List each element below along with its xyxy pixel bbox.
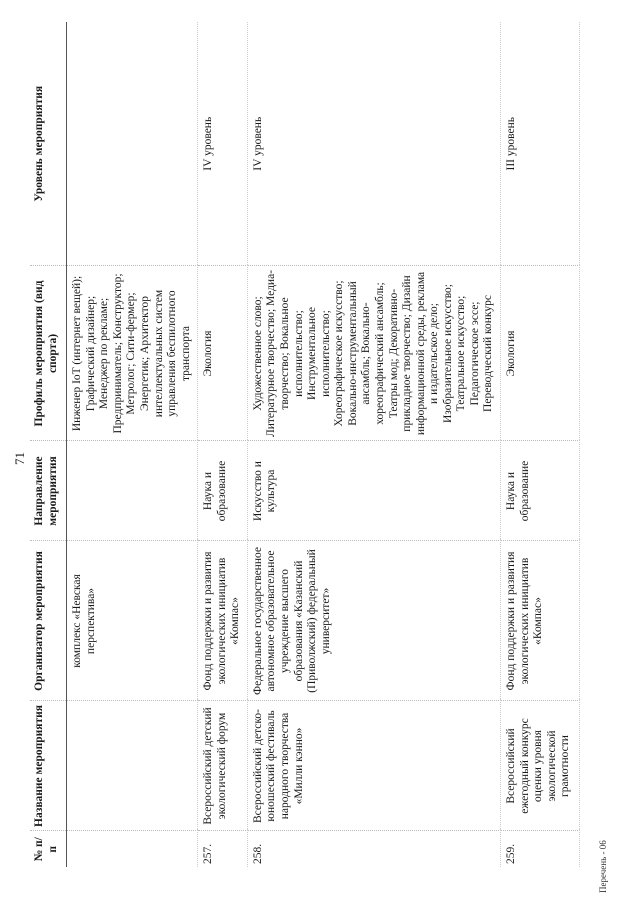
cell-direction: Наука и образование xyxy=(198,441,248,541)
header-organizer: Организатор мероприятия xyxy=(30,541,67,701)
cell-profile: Инженер IoT (интернет вещей); Графический дизайнер; Менеджер по рекламе; Предприниматель; Конструктор; Метролог; Сити-фермер; Энергетик; Архитектор интеллектуальных систем управления беспилотного транспорта xyxy=(67,266,198,441)
table-row xyxy=(198,22,248,867)
cell-num: 258. xyxy=(247,831,500,867)
header-profile: Профиль мероприятия (вид спорта) xyxy=(30,266,67,441)
header-direction: Направление мероприятия xyxy=(30,441,67,541)
cell-direction xyxy=(67,441,198,541)
cell-direction: Наука и образование xyxy=(501,441,580,541)
cell-level: III уровень xyxy=(501,22,580,266)
table-row xyxy=(247,22,500,867)
table-row xyxy=(67,22,198,867)
cell-direction: Искусство и культура xyxy=(247,441,500,541)
cell-profile: Экология xyxy=(501,266,580,441)
page-number: 71 xyxy=(12,452,27,465)
cell-name: Всероссийский ежегодный конкурс оценки уровня экологической грамотности xyxy=(501,701,580,831)
cell-profile: Экология xyxy=(198,266,248,441)
table-row xyxy=(501,22,580,867)
header-level: Уровень мероприятия xyxy=(30,22,67,266)
cell-num xyxy=(67,831,198,867)
cell-organizer: Федеральное государственное автономное образовательное учреждение высшего образования «Казанский (Приволжский) федеральный университет» xyxy=(247,541,500,701)
cell-num: 257. xyxy=(198,831,248,867)
cell-name: Всероссийский детский экологический форум xyxy=(198,701,248,831)
cell-name: Всероссийский детско-юношеский фестиваль народного творчества «Милли кэнно» xyxy=(247,701,500,831)
table-header-row xyxy=(30,22,67,867)
cell-level: IV уровень xyxy=(247,22,500,266)
cell-level: IV уровень xyxy=(198,22,248,266)
cell-profile: Художественное слово; Литературное творчество; Медиа-творчество; Вокальное исполнительство; Инструментальное исполнительство; Хореографическое искусство; Вокально-инструментальный ансамбль; Вокально-хореографический ансамбль; Театры мод; Декоративно-прикладное творчество; Дизайн информационной среды, реклама и издательское дело; Изобразительное искусство; Театральное искусство; Педагогическое эссе; Переводческий конкурс xyxy=(247,266,500,441)
footer-note: Перечень - 06 xyxy=(598,840,608,893)
header-name: Название мероприятия xyxy=(30,701,67,831)
cell-organizer: Фонд поддержки и развития экологических инициатив «Компас» xyxy=(198,541,248,701)
cell-organizer: комплекс «Невская перспектива» xyxy=(67,541,198,701)
cell-organizer: Фонд поддержки и развития экологических инициатив «Компас» xyxy=(501,541,580,701)
cell-num: 259. xyxy=(501,831,580,867)
cell-name xyxy=(67,701,198,831)
header-num: № п/п xyxy=(30,831,67,867)
cell-level xyxy=(67,22,198,266)
events-table xyxy=(30,22,580,867)
